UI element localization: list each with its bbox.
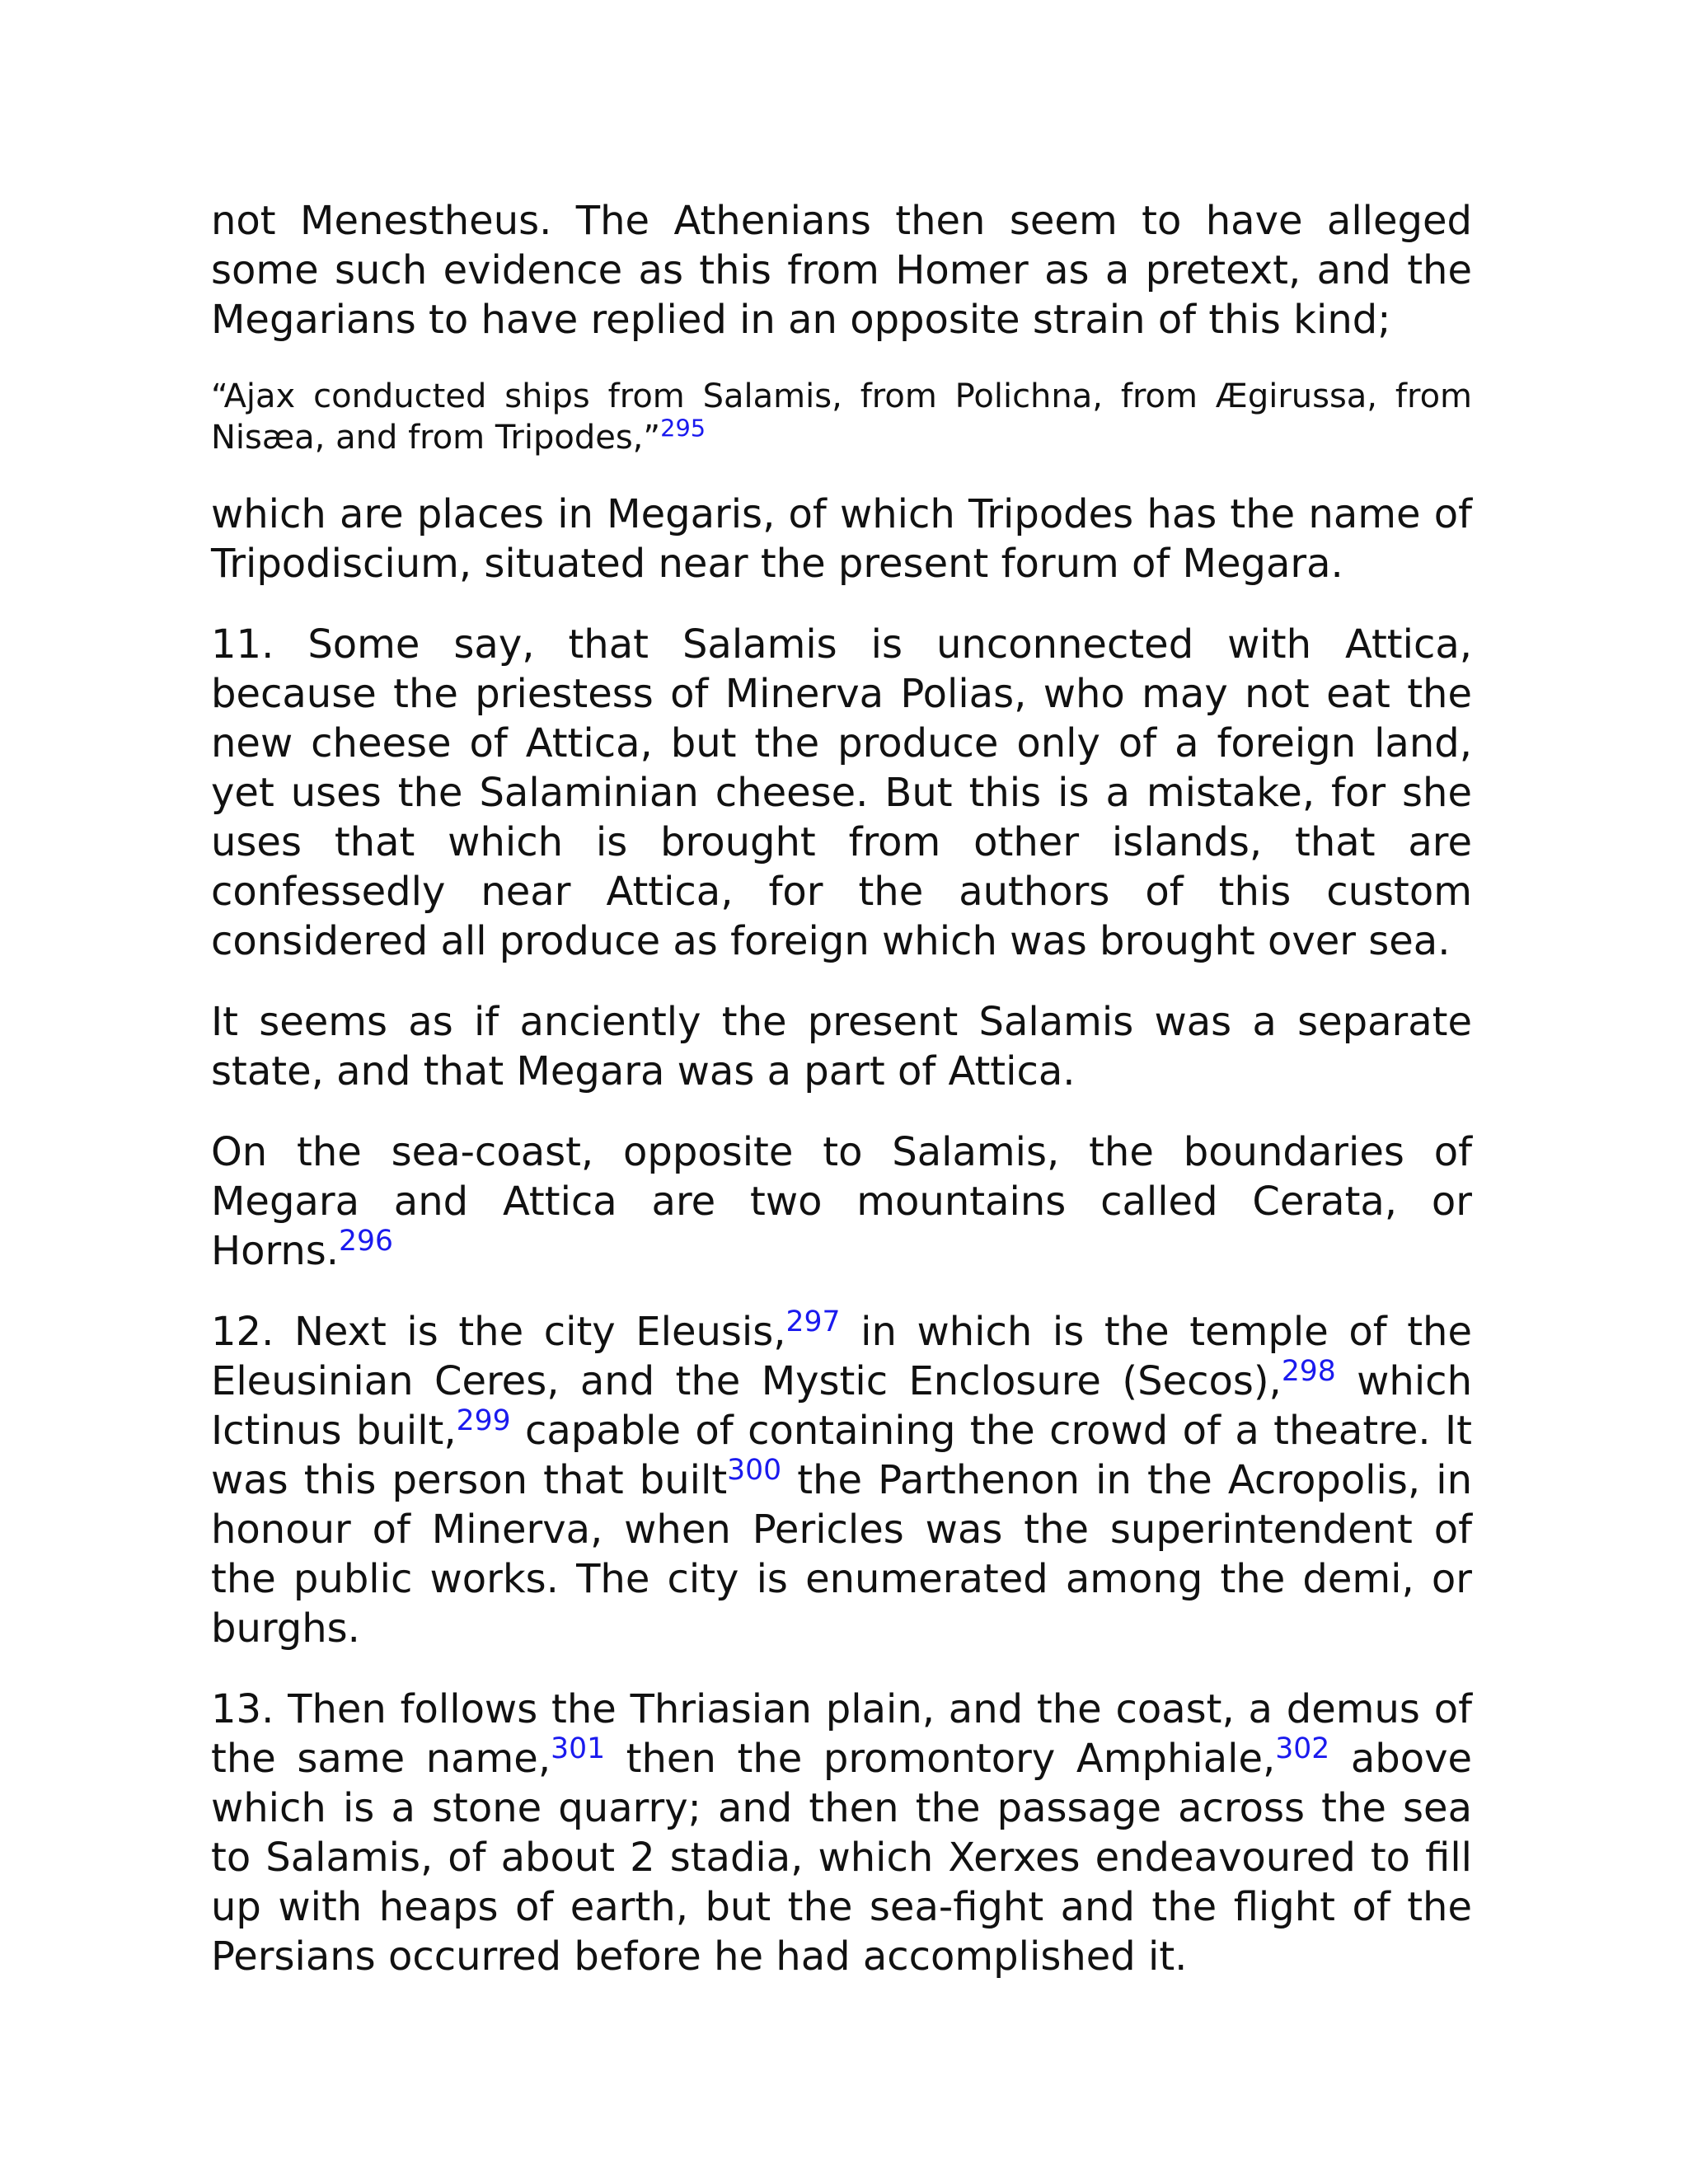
quote-text: “Ajax conducted ships from Salamis, from Polichna, from Ægirussa, from Nisæa, and from Tripodes,”: [211, 377, 1472, 457]
paragraph-12: [211, 1307, 1472, 1653]
footnote-link-302[interactable]: 302: [1275, 1732, 1330, 1765]
footnote-link-301[interactable]: 301: [551, 1732, 606, 1765]
paragraph-13: [211, 1685, 1472, 1981]
footnote-link-296[interactable]: 296: [339, 1225, 393, 1258]
paragraph-sea-coast: [211, 1127, 1472, 1276]
paragraph-text: above which is a stone quarry; and then the passage across the sea to Salamis, of about 2 stadia, which Xerxes endeavoured to fill up with heaps of earth, but the sea-fight and the flight of the Persians occurred before he had accomplished it.: [211, 1736, 1473, 1980]
quote-ajax: [211, 376, 1472, 458]
paragraph-text: It seems as if anciently the present Salamis was a separate state, and that Megara was a part of Attica.: [211, 999, 1472, 1094]
paragraph-text: which are places in Megaris, of which Tripodes has the name of Tripodiscium, situated near the present forum of Megara.: [211, 491, 1472, 587]
footnote-link-298[interactable]: 298: [1281, 1355, 1336, 1388]
footnote-link-300[interactable]: 300: [727, 1454, 782, 1487]
paragraph-anciently: [211, 997, 1472, 1096]
paragraph-text: 12. Next is the city Eleusis,: [211, 1309, 786, 1355]
footnote-link-295[interactable]: 295: [660, 414, 706, 443]
footnote-link-299[interactable]: 299: [456, 1404, 511, 1437]
paragraph-text: then the promontory Amphiale,: [605, 1736, 1276, 1782]
paragraph-text: in which is the temple of the Eleusinian Ceres, and the Mystic Enclosure (Secos),: [211, 1309, 1472, 1404]
paragraph-text: 11. Some say, that Salamis is unconnected with Attica, because the priestess of Minerva Polias, who may not eat the new cheese of Attica, but the produce only of a foreign land, yet uses the Salaminian cheese. But this is a mistake, for she uses that which is brought from other islands, that are confessedly near Attica, for the authors of this custom considered all produce as foreign which was brought over sea.: [211, 621, 1472, 964]
document-page: [211, 196, 1472, 2013]
paragraph-text: On the sea-coast, opposite to Salamis, the boundaries of Megara and Attica are two mountains called Cerata, or Horns.: [211, 1129, 1472, 1274]
paragraph-text: the Parthenon in the Acropolis, in honour of Minerva, when Pericles was the superintendent of the public works. The city is enumerated among the demi, or burghs.: [211, 1457, 1473, 1652]
paragraph-menestheus: [211, 196, 1472, 344]
paragraph-text: which Ictinus built,: [211, 1358, 1472, 1454]
paragraph-11: [211, 620, 1472, 966]
paragraph-text: not Menestheus. The Athenians then seem to have alleged some such evidence as this from Homer as a pretext, and the Megarians to have replied in an opposite strain of this kind;: [211, 198, 1472, 343]
paragraph-megaris: [211, 490, 1472, 588]
paragraph-text: capable of containing the crowd of a theatre. It was this person that built: [211, 1408, 1473, 1503]
footnote-link-297[interactable]: 297: [785, 1305, 841, 1338]
paragraph-text: 13. Then follows the Thriasian plain, and the coast, a demus of the same name,: [211, 1686, 1472, 1782]
